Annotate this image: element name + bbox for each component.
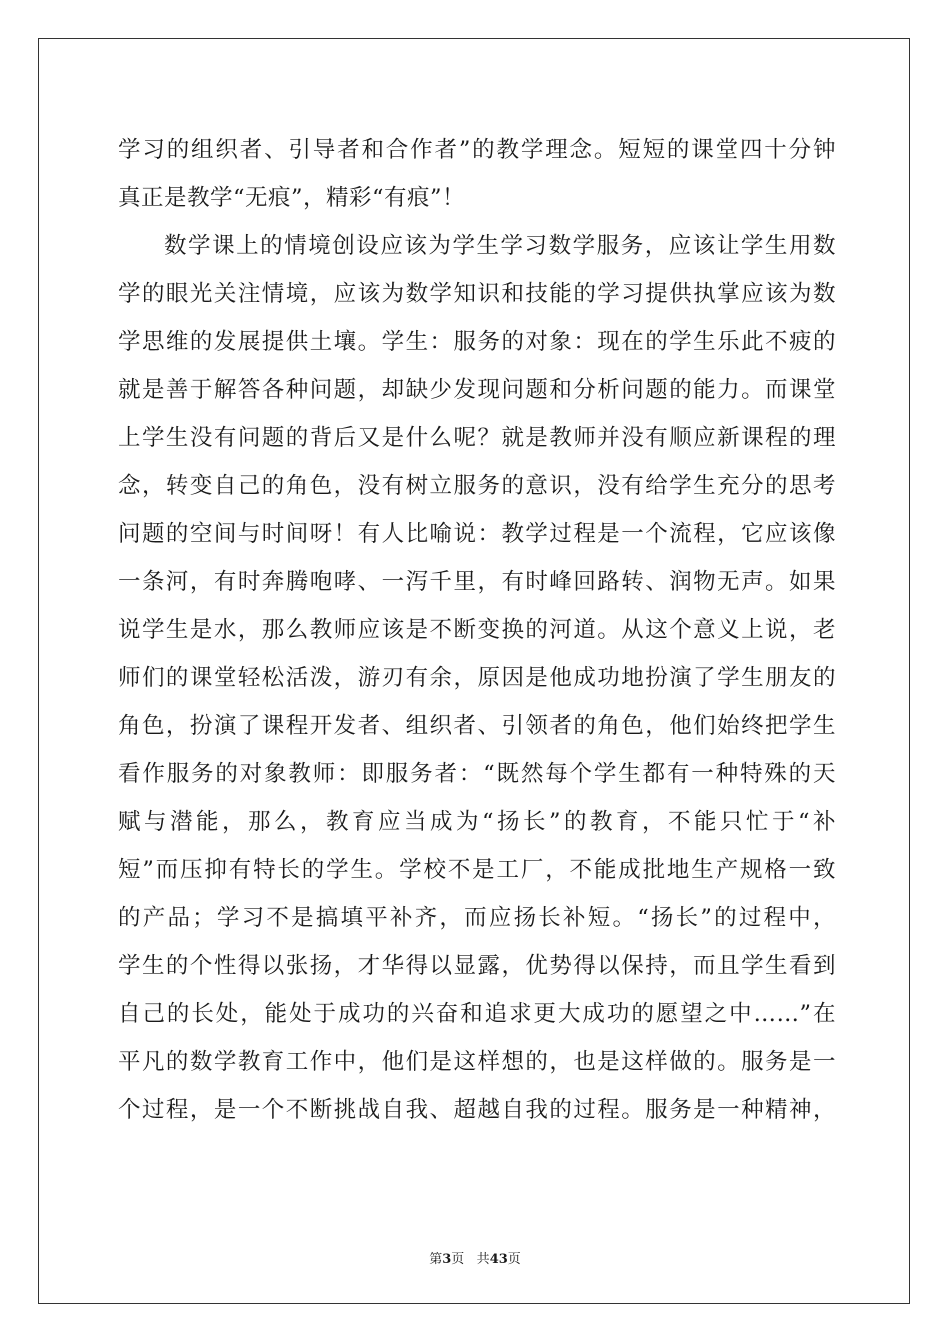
document-body (118, 126, 836, 1134)
text-line: 就是善于解答各种问题，却缺少发现问题和分析问题的能力。而课堂 (118, 377, 836, 403)
text-line: 说学生是水，那么教师应该是不断变换的河道。从这个意义上说，老 (118, 617, 836, 643)
text-line: 赋与潜能，那么，教育应当成为“扬长”的教育，不能只忙于“补 (118, 809, 836, 835)
text-line: 上学生没有问题的背后又是什么呢？就是教师并没有顺应新课程的理 (118, 425, 836, 451)
total-pages-number: 43 (489, 1252, 508, 1267)
footer-page-word: 页 (451, 1252, 465, 1267)
text-line: 数学课上的情境创设应该为学生学习数学服务，应该让学生用数 (164, 233, 836, 259)
text-line: 看作服务的对象教师：即服务者：“既然每个学生都有一种特殊的天 (118, 761, 836, 787)
text-line: 短”而压抑有特长的学生。学校不是工厂，不能成批地生产规格一致 (118, 857, 836, 883)
text-line: 念，转变自己的角色，没有树立服务的意识，没有给学生充分的思考 (118, 473, 836, 499)
footer-total-prefix: 共 (476, 1252, 490, 1267)
text-line: 的产品；学习不是搞填平补齐，而应扬长补短。“扬长”的过程中， (118, 905, 836, 931)
text-line: 真正是教学“无痕”，精彩“有痕”！ (118, 185, 466, 211)
text-line: 师们的课堂轻松活泼，游刃有余，原因是他成功地扮演了学生朋友的 (118, 665, 836, 691)
paragraph (118, 222, 836, 1134)
text-line: 学的眼光关注情境，应该为数学知识和技能的学习提供执掌应该为数 (118, 281, 836, 307)
text-line: 学生的个性得以张扬，才华得以显露，优势得以保持，而且学生看到 (118, 953, 836, 979)
paragraph (118, 126, 836, 222)
text-line: 学思维的发展提供土壤。学生：服务的对象：现在的学生乐此不疲的 (118, 329, 836, 355)
footer-prefix: 第 (429, 1252, 443, 1267)
text-line: 学习的组织者、引导者和合作者”的教学理念。短短的课堂四十分钟 (118, 137, 836, 163)
text-line: 问题的空间与时间呀！有人比喻说：教学过程是一个流程，它应该像 (118, 521, 836, 547)
text-line: 角色，扮演了课程开发者、组织者、引领者的角色，他们始终把学生 (118, 713, 836, 739)
text-line: 个过程，是一个不断挑战自我、超越自我的过程。服务是一种精神， (118, 1097, 836, 1123)
current-page-number: 3 (442, 1252, 452, 1267)
page-footer (0, 1248, 950, 1267)
footer-total-suffix: 页 (507, 1252, 521, 1267)
text-line: 平凡的数学教育工作中，他们是这样想的，也是这样做的。服务是一 (118, 1049, 836, 1075)
text-line: 一条河，有时奔腾咆哮、一泻千里，有时峰回路转、润物无声。如果 (118, 569, 836, 595)
text-line: 自己的长处，能处于成功的兴奋和追求更大成功的愿望之中……”在 (118, 1001, 836, 1027)
